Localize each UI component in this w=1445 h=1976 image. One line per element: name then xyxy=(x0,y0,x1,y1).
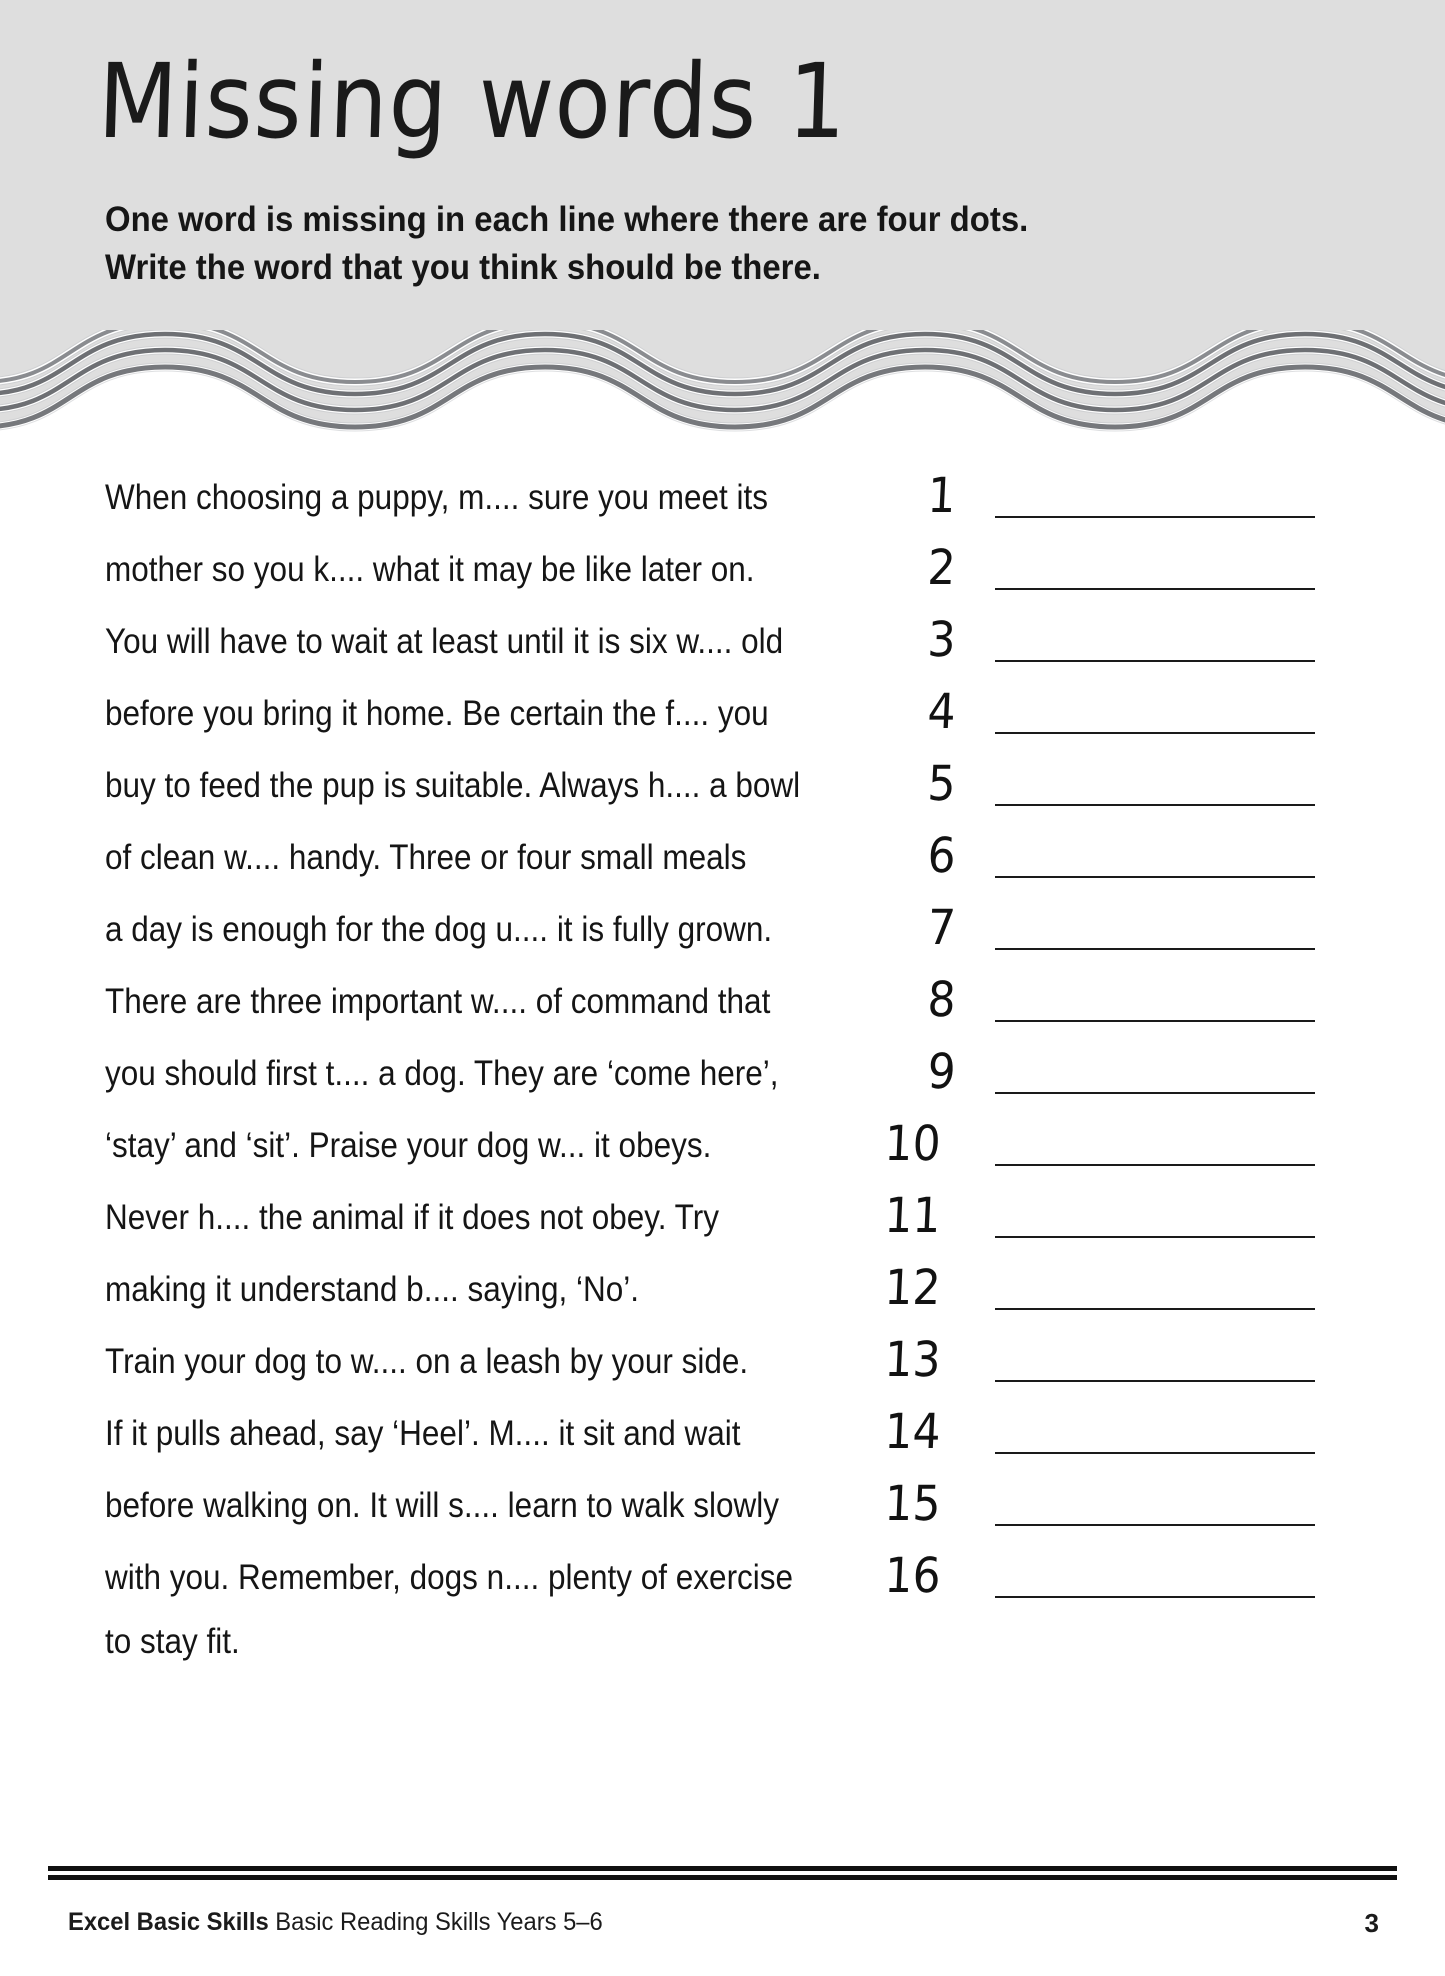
answer-blank[interactable] xyxy=(995,1524,1315,1526)
exercise-row xyxy=(0,830,1445,902)
exercise-number: 15 xyxy=(883,1476,942,1533)
exercise-number: 4 xyxy=(926,684,957,741)
exercise-sentence: buy to feed the pup is suitable. Always h.... a bowl xyxy=(105,766,801,805)
exercise-row xyxy=(0,542,1445,614)
exercise-sentence: If it pulls ahead, say ‘Heel’. M.... it sit and wait xyxy=(105,1414,741,1453)
exercise-row xyxy=(0,1550,1445,1622)
exercise-number: 7 xyxy=(926,900,957,957)
exercise-row xyxy=(0,1190,1445,1262)
answer-blank[interactable] xyxy=(995,660,1315,662)
exercise-sentence: of clean w.... handy. Three or four small meals xyxy=(105,838,747,877)
answer-blank[interactable] xyxy=(995,804,1315,806)
exercise-number: 16 xyxy=(883,1548,942,1605)
exercise-row xyxy=(0,902,1445,974)
exercise-row xyxy=(0,1406,1445,1478)
exercise-number: 1 xyxy=(926,468,957,525)
answer-blank[interactable] xyxy=(995,1308,1315,1310)
exercise-sentence: ‘stay’ and ‘sit’. Praise your dog w... it obeys. xyxy=(105,1126,712,1165)
exercise-number: 2 xyxy=(926,540,957,597)
answer-blank[interactable] xyxy=(995,1164,1315,1166)
answer-blank[interactable] xyxy=(995,876,1315,878)
exercise-sentence: Train your dog to w.... on a leash by your side. xyxy=(105,1342,749,1381)
exercise-row xyxy=(0,1118,1445,1190)
exercise-row xyxy=(0,974,1445,1046)
answer-blank[interactable] xyxy=(995,1236,1315,1238)
exercise-row xyxy=(0,470,1445,542)
answer-blank[interactable] xyxy=(995,1020,1315,1022)
exercise-row xyxy=(0,1478,1445,1550)
exercise-row xyxy=(0,758,1445,830)
exercise-sentence: a day is enough for the dog u.... it is fully grown. xyxy=(105,910,773,949)
exercise-sentence: you should first t.... a dog. They are ‘come here’, xyxy=(105,1054,779,1093)
exercise-number: 13 xyxy=(883,1332,942,1389)
footer-text xyxy=(68,1908,603,1937)
exercise-list xyxy=(0,470,1445,1674)
exercise-row xyxy=(0,686,1445,758)
exercise-number: 6 xyxy=(926,828,957,885)
answer-blank[interactable] xyxy=(995,588,1315,590)
answer-blank[interactable] xyxy=(995,1092,1315,1094)
exercise-sentence: mother so you k.... what it may be like later on. xyxy=(105,550,755,589)
exercise-number: 10 xyxy=(883,1116,942,1173)
exercise-sentence: before you bring it home. Be certain the f.... you xyxy=(105,694,769,733)
exercise-sentence: before walking on. It will s.... learn to walk slowly xyxy=(105,1486,780,1525)
exercise-row-tail xyxy=(0,1622,1445,1674)
wave-divider xyxy=(0,330,1445,450)
exercise-trailing-text: to stay fit. xyxy=(105,1622,240,1661)
exercise-row xyxy=(0,614,1445,686)
answer-blank[interactable] xyxy=(995,516,1315,518)
page-footer xyxy=(48,1908,1397,1948)
exercise-sentence: You will have to wait at least until it is six w.... old xyxy=(105,622,784,661)
exercise-number: 8 xyxy=(926,972,957,1029)
answer-blank[interactable] xyxy=(995,1596,1315,1598)
page-title: Missing words 1 xyxy=(96,42,850,162)
answer-blank[interactable] xyxy=(995,948,1315,950)
exercise-number: 5 xyxy=(926,756,957,813)
exercise-sentence: There are three important w.... of command that xyxy=(105,982,771,1021)
exercise-number: 11 xyxy=(883,1188,942,1245)
footer-divider xyxy=(48,1866,1397,1880)
exercise-number: 14 xyxy=(883,1404,942,1461)
instructions-text: One word is missing in each line where there are four dots. Write the word that you think should be there. xyxy=(105,200,1029,287)
page-number: 3 xyxy=(1364,1908,1379,1938)
wave-divider-graphic xyxy=(0,330,1445,450)
answer-blank[interactable] xyxy=(995,732,1315,734)
footer-series: Basic Reading Skills Years 5–6 xyxy=(268,1908,603,1936)
exercise-sentence: making it understand b.... saying, ‘No’. xyxy=(105,1270,640,1309)
exercise-number: 12 xyxy=(883,1260,942,1317)
exercise-sentence: Never h.... the animal if it does not obey. Try xyxy=(105,1198,719,1237)
exercise-number: 9 xyxy=(926,1044,957,1101)
exercise-row xyxy=(0,1334,1445,1406)
exercise-row xyxy=(0,1262,1445,1334)
exercise-row xyxy=(0,1046,1445,1118)
answer-blank[interactable] xyxy=(995,1452,1315,1454)
footer-rule-bottom xyxy=(48,1875,1397,1880)
exercise-number: 3 xyxy=(926,612,957,669)
exercise-sentence: When choosing a puppy, m.... sure you meet its xyxy=(105,478,769,517)
answer-blank[interactable] xyxy=(995,1380,1315,1382)
exercise-sentence: with you. Remember, dogs n.... plenty of exercise xyxy=(105,1558,794,1597)
footer-brand: Excel Basic Skills xyxy=(68,1908,269,1936)
